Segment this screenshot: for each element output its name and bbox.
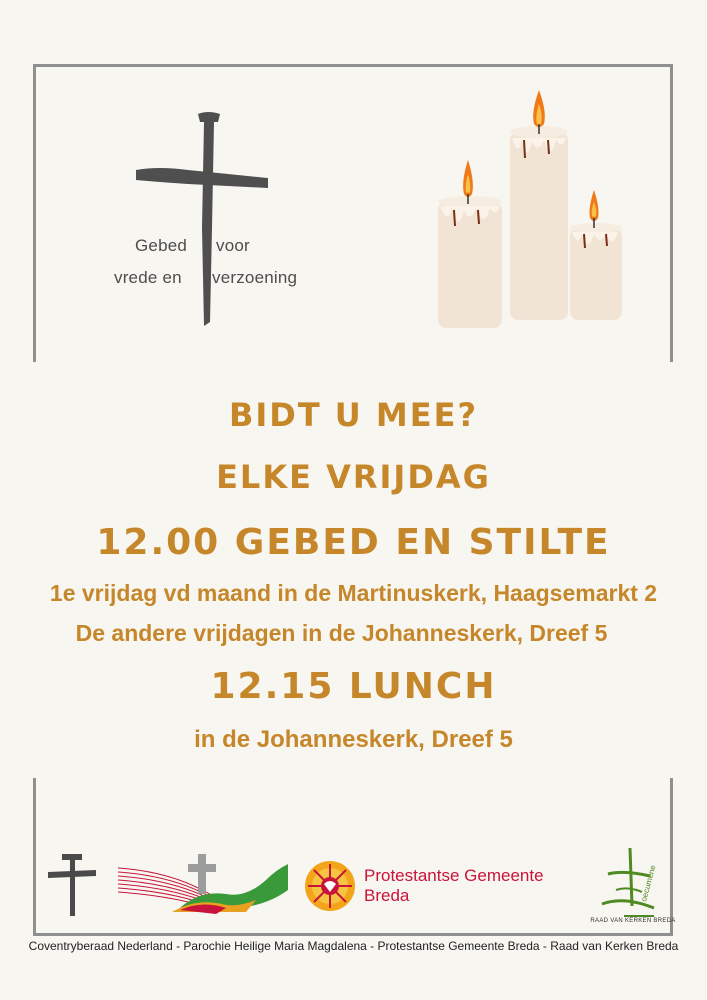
parochie-logo-icon: [116, 850, 292, 916]
lunch-location: in de Johanneskerk, Dreef 5: [194, 726, 513, 753]
headline-lunch: 12.15 LUNCH: [210, 666, 497, 707]
logo-voor: voor: [216, 236, 250, 255]
protestantse-gemeente-logo-icon: [304, 860, 356, 912]
protestantse-breda-label: Breda: [364, 886, 410, 905]
coventry-nail-cross-icon: [44, 850, 100, 920]
headline-elke-vrijdag: ELKE VRIJDAG: [216, 458, 491, 496]
candles-icon: [428, 84, 628, 334]
logo-gebed: Gebed: [135, 236, 188, 255]
detail-other-fridays: De andere vrijdagen in de Johanneskerk, Dreef 5: [75, 620, 608, 646]
rvk-vertical-text: oecumene: [639, 864, 658, 903]
headline-bidt-u-mee: BIDT U MEE?: [228, 396, 479, 434]
nail-cross-icon: [128, 108, 278, 330]
headline-gebed-en-stilte: 12.00 GEBED EN STILTE: [96, 522, 611, 563]
logo-vrede-en: vrede en: [114, 268, 182, 287]
footer-caption: Coventryberaad Nederland - Parochie Heilige Maria Magdalena - Protestantse Gemeente Breda - Raad van Kerken Breda: [28, 939, 679, 953]
raad-van-kerken-logo-icon: [594, 846, 674, 918]
protestantse-gemeente-label: Protestantse Gemeente: [364, 866, 544, 885]
detail-first-friday: 1e vrijdag vd maand in de Martinuskerk, Haagsemarkt 2: [49, 580, 658, 606]
logo-verzoening: verzoening: [212, 268, 298, 287]
raad-van-kerken-caption: RAAD VAN KERKEN BREDA: [590, 918, 676, 924]
